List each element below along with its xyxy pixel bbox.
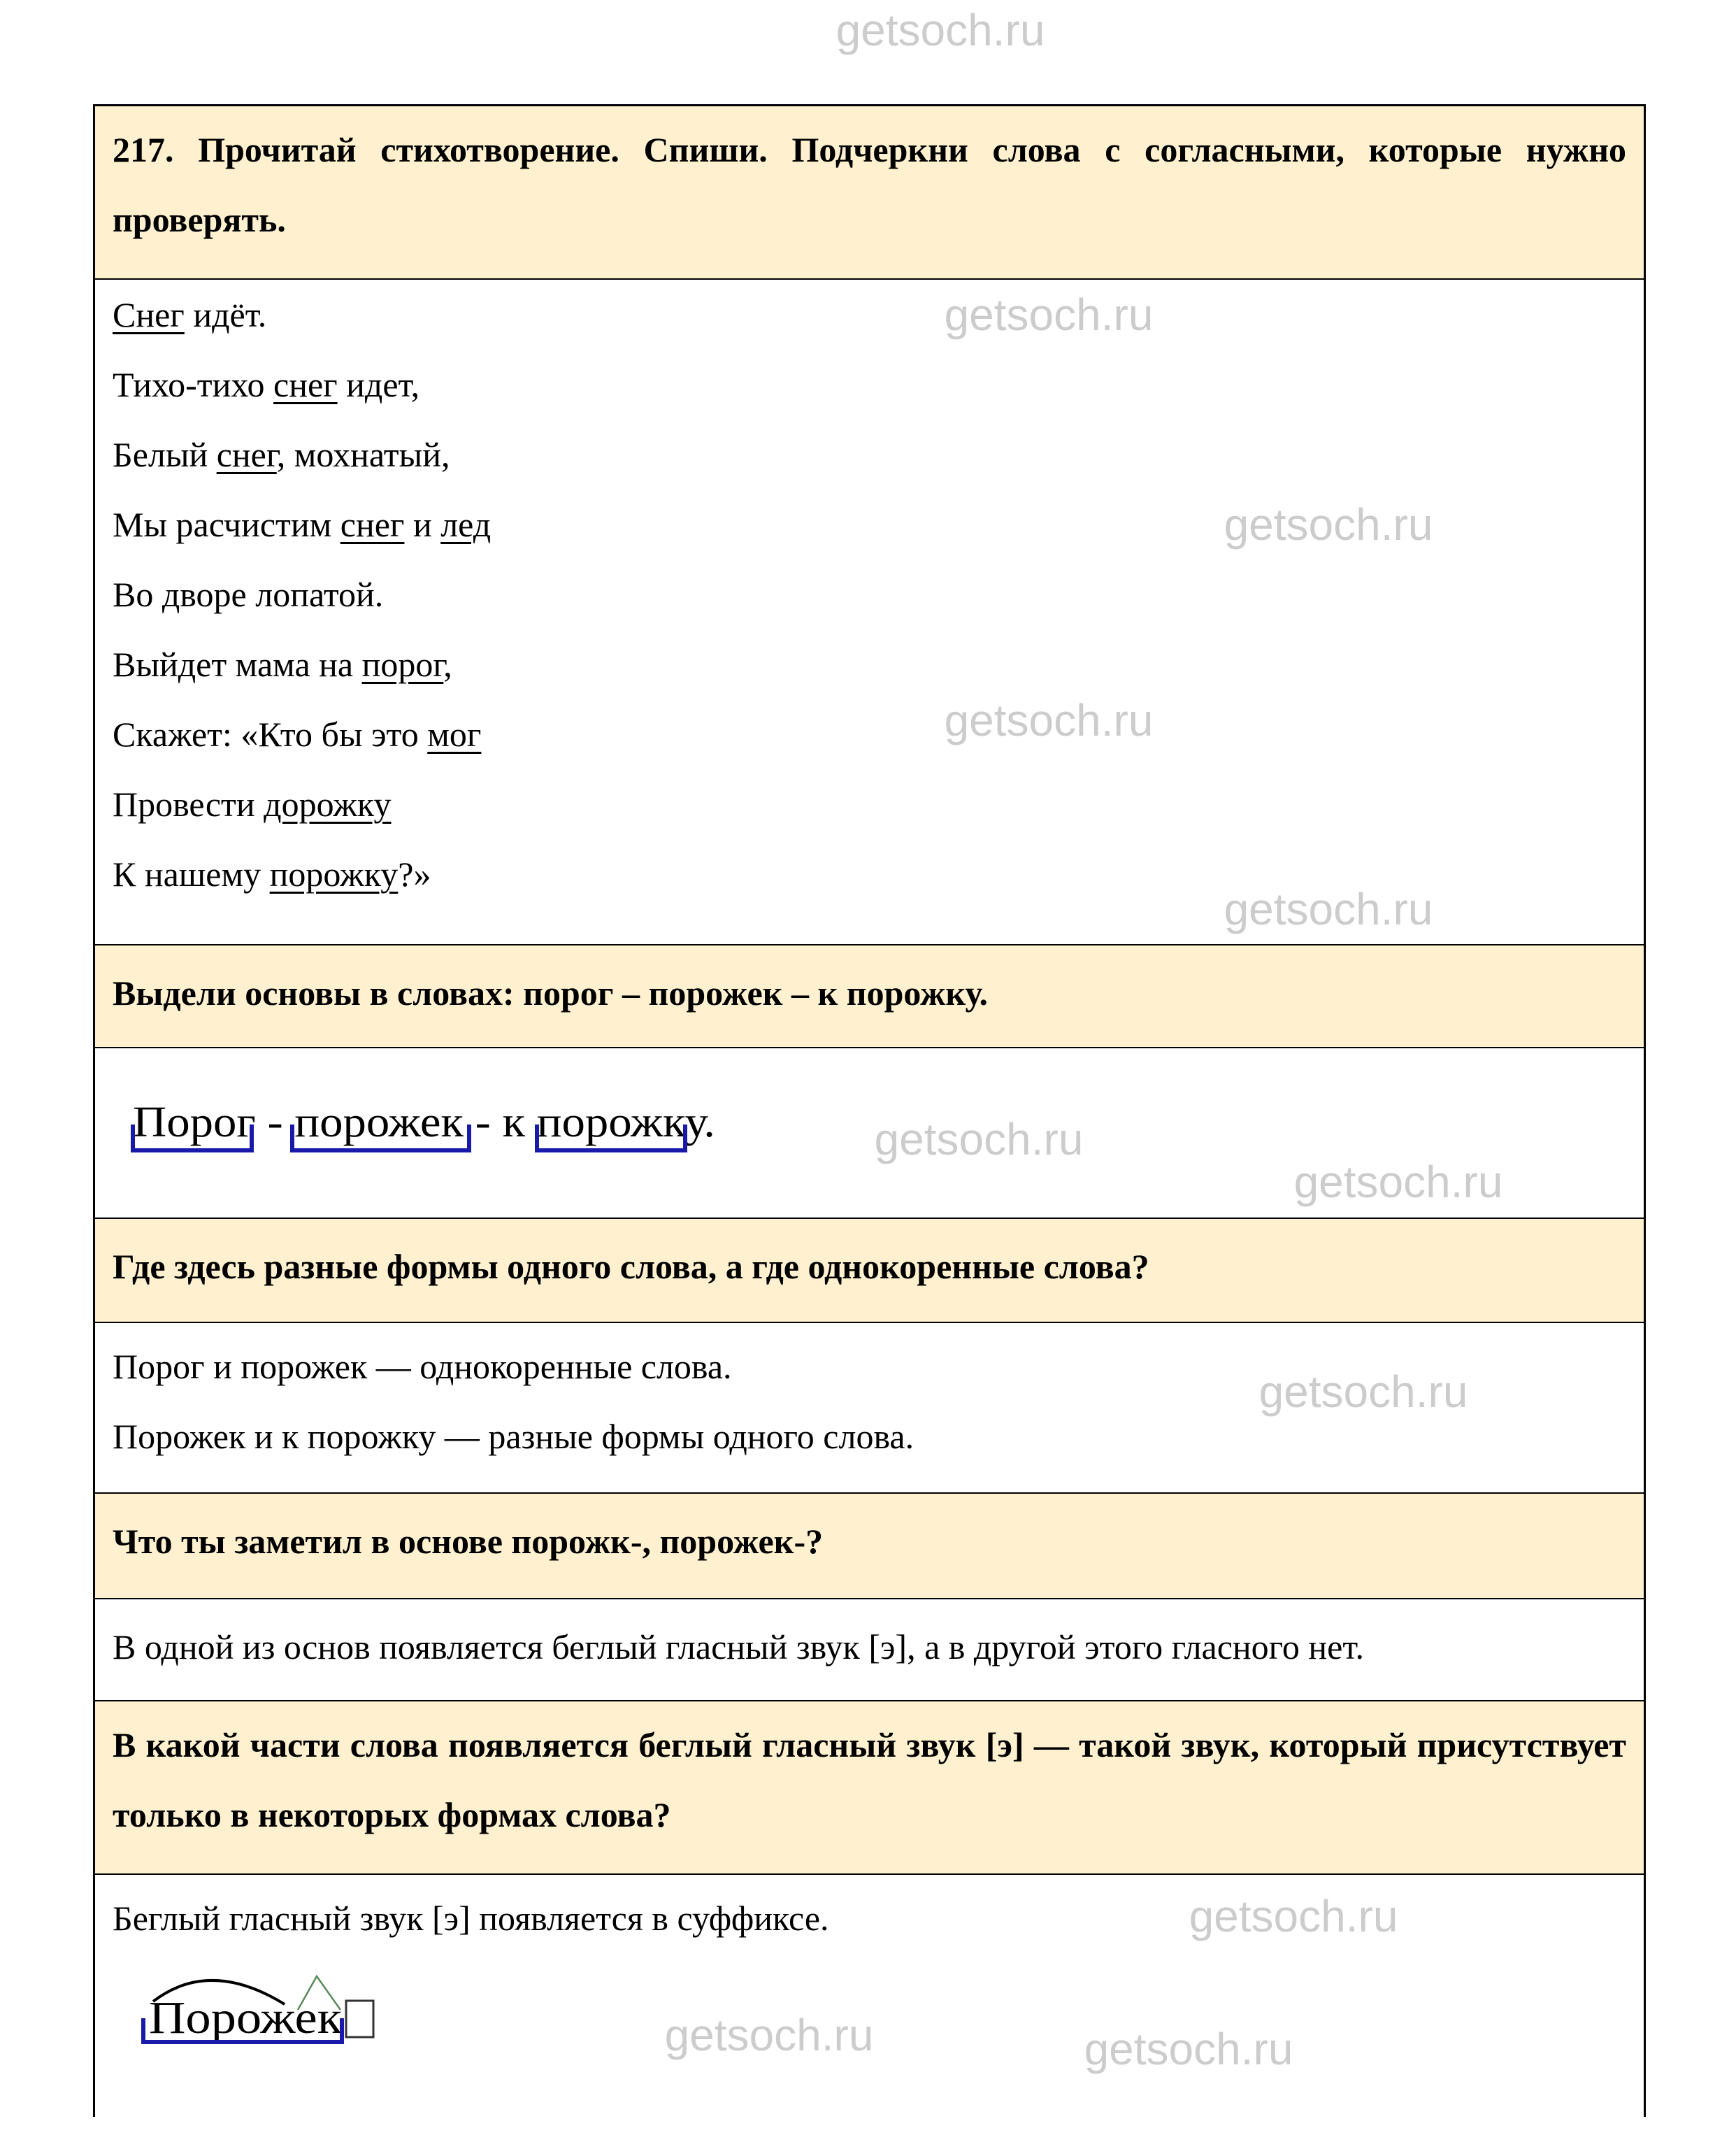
poem-text: , мохнатый, [276, 435, 450, 474]
poem-answer [95, 278, 1644, 944]
watermark: getsoch.ru [664, 2010, 874, 2060]
answer-forms [95, 1322, 1644, 1492]
poem-text: идет, [337, 365, 420, 404]
poem [113, 280, 1626, 909]
answer-line: Порожек и к порожку — разные формы одного слова. [113, 1417, 914, 1456]
poem-line [113, 350, 419, 420]
underlined-word: снег [340, 505, 405, 544]
poem-text: Тихо-тихо [113, 365, 274, 404]
underlined-word: Снег [113, 295, 185, 334]
watermark: getsoch.ru [835, 5, 1045, 55]
answer-fleeting-vowel [95, 1873, 1644, 2119]
morpheme-diagram-word: Порожек [149, 1992, 343, 2043]
poem-line [113, 490, 491, 559]
question-forms: Где здесь разные формы одного слова, а где однокоренные слова? [95, 1218, 1644, 1322]
poem-text: и [404, 505, 441, 544]
answer-stems [95, 1047, 1644, 1218]
poem-line [113, 420, 450, 490]
poem-line [113, 839, 431, 909]
underlined-word: порожку [269, 855, 399, 894]
poem-text: ?» [398, 855, 431, 894]
exercise-table [93, 104, 1646, 2117]
poem-text: Скажет: «Кто бы это [113, 715, 428, 754]
underlined-word: дорожку [264, 785, 392, 824]
answer-line: Беглый гласный звук [э] появляется в суффиксе. [113, 1899, 829, 1938]
poem-text: Во дворе лопатой. [113, 575, 384, 614]
poem-text: идёт. [184, 295, 267, 334]
poem-line [113, 559, 383, 629]
poem-text: Провести [113, 785, 264, 824]
question-fleeting-vowel: В какой части слова появляется беглый гласный звук [э] — такой звук, который присутствует только в некоторых формах слова? [95, 1700, 1644, 1873]
poem-text: Белый [113, 435, 217, 474]
watermark: getsoch.ru [1293, 1157, 1503, 1207]
question-stems: Выдели основы в словах: порог – порожек – к порожку. [95, 944, 1644, 1047]
answer-line: Порог и порожек — однокоренные слова. [113, 1347, 732, 1386]
watermark: getsoch.ru [1224, 499, 1433, 550]
poem-text: К нашему [113, 855, 270, 894]
watermark: getsoch.ru [1084, 2024, 1293, 2074]
poem-text: , [443, 645, 452, 684]
underlined-word: снег [216, 435, 277, 474]
underlined-word: мог [427, 715, 482, 754]
exercise-title: 217. Прочитай стихотворение. Спиши. Подчеркни слова с согласными, которые нужно проверять. [95, 106, 1644, 278]
underlined-word: снег [273, 365, 338, 404]
poem-line [113, 699, 481, 769]
poem-line [113, 629, 452, 699]
watermark: getsoch.ru [944, 290, 1154, 340]
question-stem-change: Что ты заметил в основе порожк-, порожек-? [95, 1492, 1644, 1598]
watermark: getsoch.ru [874, 1114, 1084, 1164]
stem-diagram-text: Порог - порожек - к порожку. [133, 1099, 716, 1146]
poem-text: Выйдет мама на [113, 645, 362, 684]
poem-line [113, 769, 392, 839]
poem-line [113, 280, 266, 350]
answer-stem-change: В одной из основ появляется беглый гласный звук [э], а в другой этого гласного нет. [95, 1598, 1644, 1700]
watermark: getsoch.ru [1189, 1891, 1398, 1941]
underlined-word: лед [440, 505, 492, 544]
underlined-word: порог [361, 645, 444, 684]
watermark: getsoch.ru [944, 695, 1154, 745]
watermark: getsoch.ru [1224, 884, 1433, 934]
poem-text: Мы расчистим [113, 505, 340, 544]
watermark: getsoch.ru [1258, 1366, 1468, 1417]
